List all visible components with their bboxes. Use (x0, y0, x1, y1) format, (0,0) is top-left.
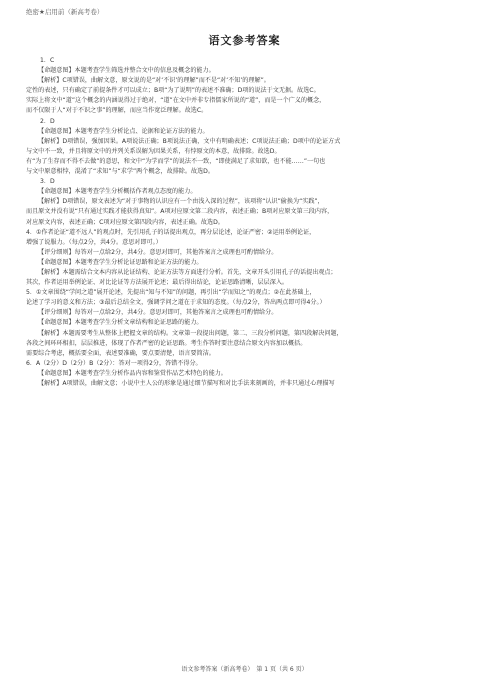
text-line: 6．A（2分）D（2分）B（2分）：答对一项得2分，答错不得分。 (26, 359, 202, 367)
text-line: 而且原文并没有说“只有通过实践才能获得真知”。A项对应原文第二段内容，表述正确；B项对应原文第三段内容， (26, 208, 334, 216)
text-line: 5．①文章围绕“学问之道”展开论述，先提出“知与不知”的问题，再引出“学而知之”的观点；②在此基础上， (26, 289, 316, 297)
text-line: 实际上将文中“道”这个概念的内涵说得过于绝对，“道”在文中并非专指儒家所说的“道”，而是一个广义的概念， (26, 97, 326, 105)
text-line: 【评分细则】每答对一点给2分，共4分。意思对即可，其他答案言之成理也可酌情给分。 (38, 309, 278, 317)
text-line: 论述了学习的意义和方法；③最后总结全文，强调学问之道在于求知的态度。（每点2分，答出两点即可得4分。） (26, 299, 326, 307)
text-line: 需要综合考虑，概括要全面，表述要准确，要点要清楚，语言要简洁。 (26, 349, 215, 357)
text-line: 【解析】A项错误，曲解文意；小说中主人公的形象是通过细节描写和对比手法来刻画的，并非只通过心理描写 (38, 380, 335, 387)
text-line: 各段之间环环相扣，层层推进，体现了作者严密的论证思路。考生作答时要注意结合原文内容加以概括。 (26, 339, 307, 347)
text-line: 对应原文内容，表述正确；C项对应原文第四段内容，表述正确。故选D。 (26, 218, 224, 226)
text-line: 有“为了生存而不得不去做”的意思，和文中“为学而学”的说法不一致，“即使满足了求知欲，也不能……”一句也 (26, 157, 326, 165)
page-footer: 语文参考答案（新高考卷） 第 1 页（共 6 页） (181, 666, 308, 673)
text-line: 2．D (40, 117, 55, 125)
text-line: 【命题意图】本题考查学生分析作品内容和鉴赏作品艺术特色的能力。 (38, 369, 227, 377)
text-line: 定性的表述，只有确定了前提条件才可以成立；B项“为了说明”的表述不准确；D项的说法于文无据。故选C。 (26, 87, 320, 95)
text-line: 【解析】本题需要考生从整体上把握文章的结构。文章第一段提出问题，第二、三段分析问题，第四段解决问题， (38, 329, 343, 337)
text-line: 【命题意图】本题考查学生分析论证思路和论证方法的能力。 (38, 258, 203, 266)
answer-body (26, 56, 463, 389)
text-line: 【评分细则】每答对一点给2分，共4分。意思对即可，其他答案言之成理也可酌情给分。 (38, 248, 278, 256)
text-line: 与文中原意相悖，混淆了“求知”与“求学”两个概念，故排除。故选D。 (26, 168, 214, 176)
text-line: 4．①作者论证“道不远人”的观点时，先引用孔子的话提出观点，再分层论述，论证严密；②运用举例论证， (26, 228, 316, 236)
exam-confidential-header: 绝密★启用前（新高考卷） (26, 8, 104, 16)
text-line: 【命题意图】本题考查学生筛选并整合文中的信息及概念的能力。 (38, 67, 215, 75)
text-line: 而不仅限于人“对于不识之事”的理解，而应当作宽泛理解。故选C。 (26, 107, 208, 115)
text-line: 其次，作者运用举例论证、对比论证等方法展开论述；最后得出结论，论证思路清晰，层层深入。 (26, 279, 289, 287)
text-line: 【解析】D项错误，强加因果。A项说法正确；B项说法正确，文中有明确表述；C项说法正确；D项中的论证方式 (38, 137, 341, 145)
page-title: 语文参考答案 (208, 34, 281, 47)
text-line: 增强了说服力。（每点2分，共4分。意思对即可。） (26, 238, 162, 246)
text-line: 【命题意图】本题考查学生分析概括作者观点态度的能力。 (38, 188, 197, 196)
text-line: 【命题意图】本题考查学生分析文章结构和论证思路的能力。 (38, 319, 203, 327)
text-line: 【解析】C项错误，曲解文意，原文说的是“对‘不识’的理解”而不是“对‘不知’的理解”。 (38, 77, 270, 85)
text-line: 【解析】D项错误，原文表述为“对于事物的认识应有一个由浅入深的过程”，该项将“认识”偷换为“实践”， (38, 198, 324, 206)
text-line: 与文中不一致，并且将原文中的并列关系误解为因果关系，有悖原文的本意，故排除。故选D。 (26, 147, 281, 155)
text-line: 3．D (40, 178, 55, 186)
text-line: 【命题意图】本题考查学生分析论点、论据和论证方法的能力。 (38, 127, 209, 135)
text-line: 【解析】本题需结合文本内容从论证结构、论证方法等方面进行分析。首先，文章开头引用孔子的话提出观点； (38, 268, 337, 276)
text-line: 1．C (40, 57, 55, 64)
